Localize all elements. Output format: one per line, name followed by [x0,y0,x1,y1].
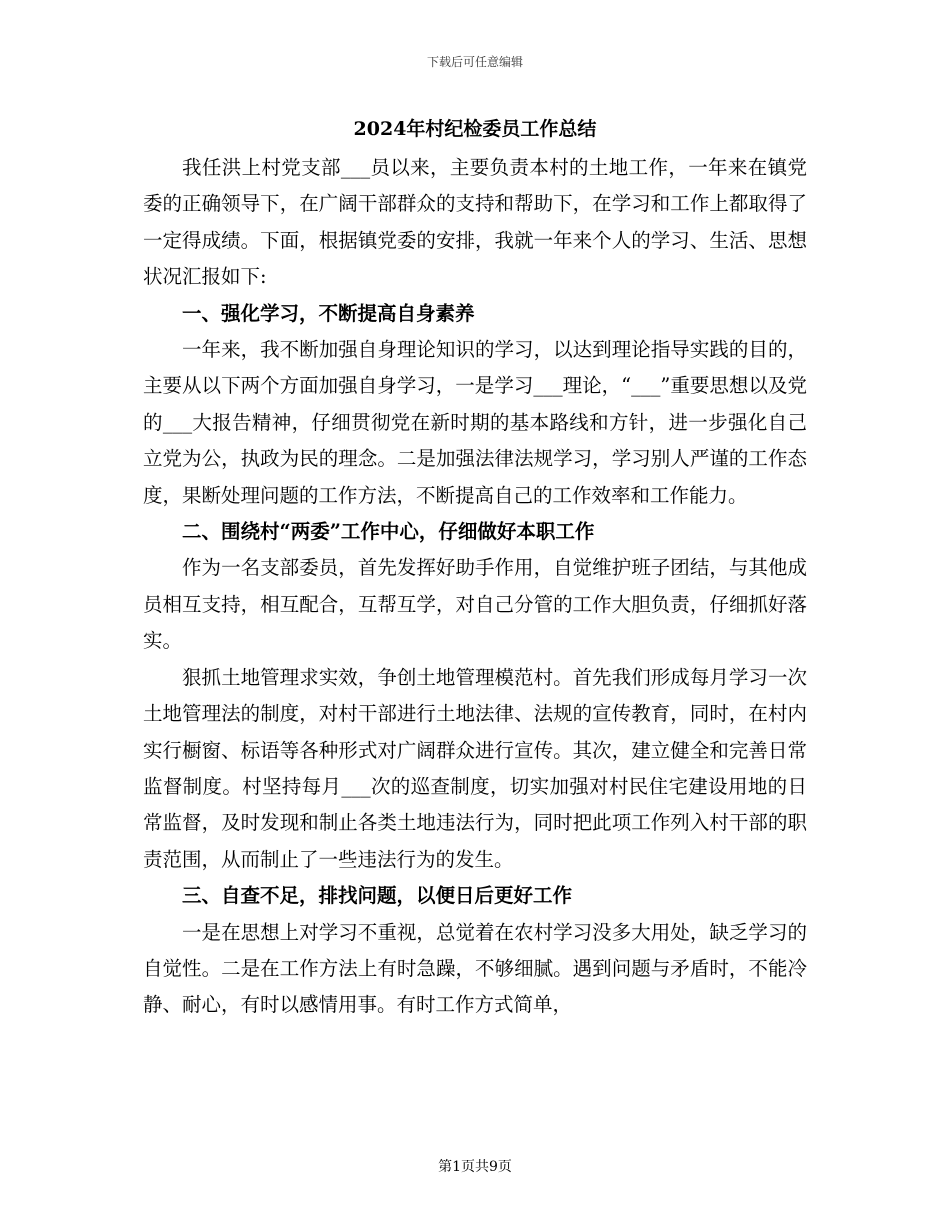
section-3-paragraph: 一是在思想上对学习不重视，总觉着在农村学习没多大用处，缺乏学习的自觉性。二是在工作方法上有时急躁，不够细腻。遇到问题与矛盾时，不能冷静、耐心，有时以感情用事。有时工作方式简单， [143,920,807,1017]
section-heading-2: 二、围绕村“两委”工作中心，仔细做好本职工作 [182,520,595,544]
section-2-paragraph-1: 作为一名支部委员，首先发挥好助手作用，自觉维护班子团结，与其他成员相互支持，相互配合，互帮互学，对自己分管的工作大胆负责，仔细抓好落实。 [143,556,807,653]
page-footer: 第1页共9页 [438,1159,512,1175]
section-heading-3: 三、自查不足，排找问题，以便日后更好工作 [182,884,573,908]
intro-paragraph: 我任洪上村党支部___员以来，主要负责本村的土地工作，一年来在镇党委的正确领导下，在广阔干部群众的支持和帮助下，在学习和工作上都取得了一定得成绩。下面，根据镇党委的安排，我就一年来个人的学习、生活、思想状况汇报如下: [143,156,807,289]
section-heading-1: 一、强化学习，不断提高自身素养 [182,301,475,325]
document-title: 2024年村纪检委员工作总结 [353,118,597,140]
section-2-paragraph-2: 狠抓土地管理求实效，争创土地管理模范村。首先我们形成每月学习一次土地管理法的制度，对村干部进行土地法律、法规的宣传教育，同时，在村内实行橱窗、标语等各种形式对广阔群众进行宣传。其次，建立健全和完善日常监督制度。村坚持每月___次的巡查制度，切实加强对村民住宅建设用地的日常监督，及时发现和制止各类土地违法行为，同时把此项工作列入村干部的职责范围，从而制止了一些违法行为的发生。 [143,665,807,871]
section-1-paragraph: 一年来，我不断加强自身理论知识的学习，以达到理论指导实践的目的，主要从以下两个方面加强自身学习，一是学习___理论，“___”重要思想以及党的___大报告精神，仔细贯彻党在新时期的基本路线和方针，进一步强化自己立党为公，执政为民的理念。二是加强法律法规学习，学习别人严谨的工作态度，果断处理问题的工作方法，不断提高自己的工作效率和工作能力。 [143,338,807,507]
page-header: 下载后可任意编辑 [426,55,523,69]
document-body [143,150,807,1024]
